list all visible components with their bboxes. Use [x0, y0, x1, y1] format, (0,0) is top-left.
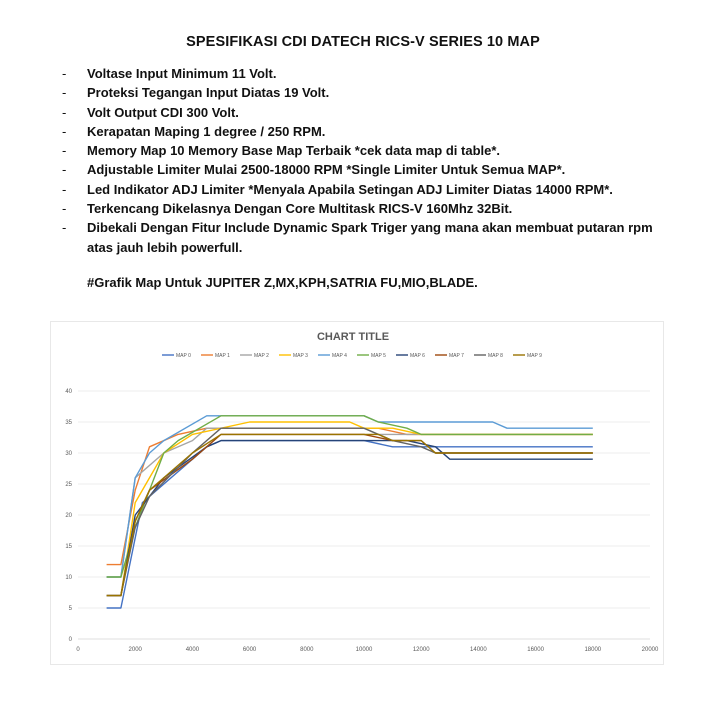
- x-tick-label: 14000: [470, 647, 487, 653]
- spec-item: [62, 103, 682, 122]
- legend-label: MAP 5: [371, 353, 386, 359]
- legend-label: MAP 0: [176, 353, 191, 359]
- chart-legend: [162, 353, 542, 359]
- legend-item: [240, 353, 269, 359]
- spec-item-text: Adjustable Limiter Mulai 2500-18000 RPM *Single Limiter Untuk Semua MAP*.: [87, 162, 566, 178]
- bullet-dash: -: [62, 162, 67, 178]
- bullet-dash: -: [62, 201, 67, 217]
- chart-svg: [51, 322, 663, 664]
- y-tick-label: 0: [68, 637, 72, 643]
- spec-item-text: Kerapatan Maping 1 degree / 250 RPM.: [87, 123, 326, 139]
- bullet-dash: -: [62, 181, 67, 197]
- spec-item: [62, 199, 682, 218]
- legend-item: [396, 353, 425, 359]
- legend-item: [201, 353, 230, 359]
- chart-title: CHART TITLE: [316, 331, 390, 343]
- spec-item-text: Proteksi Tegangan Input Diatas 19 Volt.: [87, 85, 330, 101]
- legend-item: [357, 353, 386, 359]
- x-tick-label: 0: [76, 647, 80, 653]
- spec-item: [62, 64, 682, 83]
- line-chart: [50, 321, 664, 665]
- spec-item: [62, 83, 682, 102]
- series-line-map-1: [107, 428, 593, 564]
- legend-label: MAP 3: [293, 353, 308, 359]
- bullet-dash: -: [62, 85, 67, 101]
- spec-item-text: Memory Map 10 Memory Base Map Terbaik *cek data map di table*.: [87, 143, 501, 159]
- spec-item: [62, 180, 682, 199]
- legend-item: [279, 353, 308, 359]
- series-line-map-2: [107, 428, 593, 577]
- spec-item-text: Volt Output CDI 300 Volt.: [87, 104, 239, 120]
- spec-item-text: Led Indikator ADJ Limiter *Menyala Apabila Setingan ADJ Limiter Diatas 14000 RPM*.: [87, 181, 613, 197]
- bullet-dash: -: [62, 143, 67, 159]
- y-tick-label: 10: [65, 575, 72, 581]
- legend-label: MAP 9: [527, 353, 542, 359]
- y-tick-label: 40: [65, 389, 72, 395]
- x-tick-label: 20000: [641, 647, 659, 653]
- spec-item: [62, 141, 682, 160]
- y-tick-label: 25: [65, 482, 72, 488]
- series-line-map-3: [107, 422, 593, 596]
- legend-label: MAP 4: [332, 353, 347, 359]
- spec-item: [62, 218, 682, 257]
- bullet-dash: -: [62, 66, 67, 81]
- bullet-dash: -: [62, 220, 67, 236]
- y-tick-label: 5: [68, 606, 72, 612]
- x-tick-label: 8000: [300, 647, 314, 653]
- legend-item: [318, 353, 347, 359]
- spec-item: [62, 122, 682, 141]
- x-tick-label: 16000: [527, 647, 544, 653]
- legend-label: MAP 7: [449, 353, 464, 359]
- spec-item: [62, 160, 682, 179]
- legend-item: [435, 353, 464, 359]
- y-tick-label: 30: [65, 451, 72, 457]
- x-tick-label: 10000: [355, 647, 373, 653]
- y-tick-label: 20: [65, 513, 72, 519]
- bullet-dash: -: [62, 104, 67, 120]
- legend-label: MAP 8: [488, 353, 503, 359]
- spec-item-text: Terkencang Dikelasnya Dengan Core Multitask RICS-V 160Mhz 32Bit.: [87, 201, 513, 217]
- x-tick-label: 2000: [128, 647, 142, 653]
- spec-list: [62, 64, 682, 257]
- legend-item: [474, 353, 503, 359]
- legend-label: MAP 6: [410, 353, 425, 359]
- x-tick-label: 6000: [242, 647, 257, 653]
- x-tick-label: 4000: [185, 647, 200, 653]
- legend-item: [162, 353, 191, 359]
- y-tick-label: 35: [65, 420, 72, 426]
- document-title: SPESIFIKASI CDI DATECH RICS-V SERIES 10 MAP: [186, 34, 540, 50]
- legend-item: [513, 353, 542, 359]
- graph-caption: #Grafik Map Untuk JUPITER Z,MX,KPH,SATRIA FU,MIO,BLADE.: [87, 275, 478, 290]
- legend-label: MAP 2: [254, 353, 269, 359]
- legend-label: MAP 1: [215, 353, 230, 359]
- chart-series: [107, 416, 593, 608]
- spec-item-text: Voltase Input Minimum 11 Volt.: [87, 66, 277, 81]
- bullet-dash: -: [62, 123, 67, 139]
- x-tick-label: 18000: [584, 647, 602, 653]
- x-tick-label: 12000: [412, 647, 430, 653]
- spec-item-text: Dibekali Dengan Fitur Include Dynamic Spark Triger yang mana akan membuat putaran rpm atas jauh lebih powerfull.: [87, 220, 653, 255]
- y-tick-label: 15: [65, 544, 72, 550]
